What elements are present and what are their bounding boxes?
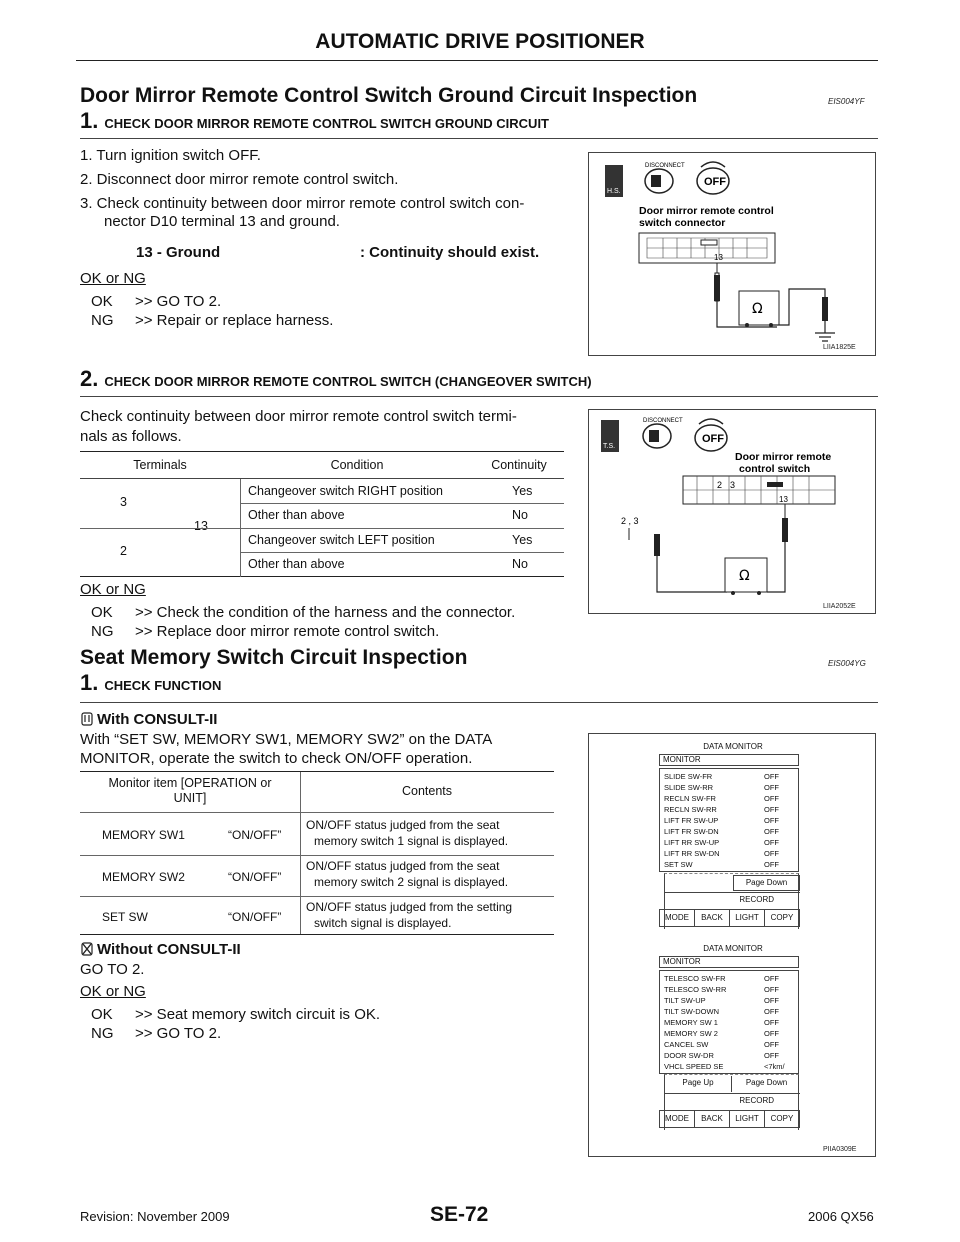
item-memory-sw1: MEMORY SW1 <box>102 828 185 842</box>
figure-changeover-switch <box>588 409 876 614</box>
footer-model: 2006 QX56 <box>808 1209 874 1224</box>
step-title: CHECK FUNCTION <box>104 678 222 693</box>
step3-text-2: MONITOR, operate the switch to check ON/OFF operation. <box>80 750 473 767</box>
step1-instruction-3b: nector D10 terminal 13 and ground. <box>104 213 340 230</box>
monitor-item-value: OFF <box>764 985 779 994</box>
item-set-sw: SET SW <box>102 910 148 924</box>
mode-button: MODE <box>660 910 695 926</box>
monitor-item-value: OFF <box>764 996 779 1005</box>
result-value: >> Seat memory switch circuit is OK. <box>135 1006 381 1023</box>
probe-positive <box>714 275 720 301</box>
result-ok <box>91 292 221 312</box>
probe-negative <box>822 297 828 321</box>
term-3: 3 <box>120 495 127 509</box>
monitor-item-value: OFF <box>764 1040 779 1049</box>
svg-text:3: 3 <box>730 480 736 490</box>
monitor-row <box>664 973 798 984</box>
step-number: 1. <box>80 108 99 133</box>
goto-2: GO TO 2. <box>80 961 145 978</box>
monitor-item-name: CANCEL SW <box>664 1040 709 1049</box>
monitor-item-name: SLIDE SW-RR <box>664 783 714 792</box>
mode-bar-1 <box>659 909 800 927</box>
monitor-item-table <box>80 771 554 935</box>
svg-text:Door mirror remote control: Door mirror remote control <box>639 205 774 217</box>
step-number: 1. <box>80 670 99 695</box>
figure-ground-circuit <box>588 152 876 356</box>
result-value: >> Check the condition of the harness and the connector. <box>135 604 516 621</box>
step-number: 2. <box>80 366 99 391</box>
svg-text:13: 13 <box>779 495 788 504</box>
changeover-switch-diagram <box>589 410 875 613</box>
monitor-header-1: MONITOR <box>659 754 799 766</box>
with-consult-label: With CONSULT-II <box>97 711 218 728</box>
spec-terminal: 13 - Ground <box>136 244 221 261</box>
monitor-item-name: VHCL SPEED SE <box>664 1062 724 1071</box>
monitor-item-value: OFF <box>764 772 779 781</box>
record-button: RECORD <box>665 892 800 908</box>
svg-text:13: 13 <box>714 253 723 262</box>
monitor-row <box>664 837 798 848</box>
without-consult-line <box>80 941 241 960</box>
val-memory-sw1: “ON/OFF” <box>228 828 282 842</box>
result-ng <box>91 311 333 331</box>
result-value: >> Repair or replace harness. <box>135 312 334 329</box>
monitor-item-value: OFF <box>764 1051 779 1060</box>
monitor-screen-2 <box>659 970 799 1074</box>
result-ng <box>91 1024 221 1044</box>
section-title-seat-memory: Seat Memory Switch Circuit Inspection <box>80 646 468 669</box>
table-body <box>80 479 564 577</box>
mode-button: MODE <box>660 1111 695 1127</box>
record-button: RECORD <box>665 1093 800 1109</box>
cond-row-3: Changeover switch LEFT position <box>248 533 435 547</box>
monitor-row <box>664 984 798 995</box>
svg-text:T.S.: T.S. <box>603 443 616 450</box>
monitor-item-name: SLIDE SW-FR <box>664 772 713 781</box>
content-1b: memory switch 1 signal is displayed. <box>314 834 509 848</box>
mode-bar-2 <box>659 1110 800 1128</box>
probe-13 <box>782 518 788 542</box>
monitor-item-value: OFF <box>764 838 779 847</box>
th-contents: Contents <box>401 784 453 798</box>
content-3a: ON/OFF status judged from the setting <box>306 900 513 914</box>
monitor-item-value: OFF <box>764 783 779 792</box>
step1-instruction-2: 2. Disconnect door mirror remote control switch. <box>80 171 399 188</box>
step-heading-3 <box>80 670 221 696</box>
th-condition: Condition <box>330 458 384 472</box>
monitor-item-name: LIFT RR SW-DN <box>664 849 720 858</box>
step1-instruction-3: 3. Check continuity between door mirror remote control switch con- <box>80 195 525 212</box>
item-memory-sw2: MEMORY SW2 <box>102 870 185 884</box>
content-2a: ON/OFF status judged from the seat <box>306 859 500 873</box>
cond-row-2: Other than above <box>248 508 345 522</box>
monitor-item-value: OFF <box>764 860 779 869</box>
section-code: EIS004YF <box>828 97 865 106</box>
monitor-row <box>664 815 798 826</box>
monitor-item-name: MEMORY SW 2 <box>664 1029 718 1038</box>
monitor-screen-1 <box>659 768 799 872</box>
terminal-continuity-table <box>80 451 564 577</box>
svg-text:switch connector: switch connector <box>639 217 726 229</box>
monitor-row <box>664 1061 798 1072</box>
monitor-item-value: OFF <box>764 974 779 983</box>
step-heading-2 <box>80 366 592 392</box>
with-consult-line <box>80 711 217 730</box>
without-consult-label: Without CONSULT-II <box>97 941 241 958</box>
result-ok <box>91 1005 380 1025</box>
back-button: BACK <box>695 910 730 926</box>
cont-row-1: Yes <box>512 484 533 498</box>
step2-text-2: nals as follows. <box>80 428 182 445</box>
ignition-off-icon <box>695 419 727 451</box>
result-value: >> Replace door mirror remote control switch. <box>135 623 440 640</box>
svg-text:OFF: OFF <box>704 176 726 188</box>
page-down-button: Page Down <box>745 1078 788 1087</box>
svg-text:DISCONNECT: DISCONNECT <box>643 418 683 424</box>
figure-id: LIIA2052E <box>823 603 856 610</box>
result-value: >> GO TO 2. <box>135 1025 222 1042</box>
step2-text-1: Check continuity between door mirror remote control switch termi- <box>80 408 517 425</box>
monitor-item-name: SET SW <box>664 860 693 869</box>
monitor-item-name: TILT SW-DOWN <box>664 1007 719 1016</box>
cont-row-3: Yes <box>512 533 533 547</box>
step1-instruction-1: 1. Turn ignition switch OFF. <box>80 147 261 164</box>
no-consult-icon <box>80 942 94 960</box>
step-rule <box>80 138 878 139</box>
ok-or-ng-label: OK or NG <box>80 983 146 1000</box>
monitor-item-name: TELESCO SW-FR <box>664 974 726 983</box>
monitor-item-name: MEMORY SW 1 <box>664 1018 718 1027</box>
monitor-row <box>664 859 798 870</box>
step-heading-1 <box>80 108 549 134</box>
monitor-row <box>664 1050 798 1061</box>
ok-or-ng-label: OK or NG <box>80 581 146 598</box>
content-1a: ON/OFF status judged from the seat <box>306 818 500 832</box>
result-key: NG <box>91 1025 114 1042</box>
monitor-buttons-2 <box>664 1074 799 1130</box>
page-down-button: Page Down <box>733 875 800 891</box>
ignition-off-icon <box>697 162 729 194</box>
figure-data-monitor <box>588 733 876 1157</box>
content-3b: switch signal is displayed. <box>314 916 452 930</box>
monitor-item-value: OFF <box>764 1029 779 1038</box>
term-13: 13 <box>194 519 208 533</box>
section-title-mirror-ground: Door Mirror Remote Control Switch Ground Circuit Inspection <box>80 84 698 107</box>
svg-text:2: 2 <box>717 480 723 490</box>
page-up-button: Page Up <box>665 1076 732 1092</box>
monitor-row <box>664 995 798 1006</box>
cond-row-4: Other than above <box>248 557 345 571</box>
back-button: BACK <box>695 1111 730 1127</box>
cont-row-2: No <box>512 508 528 522</box>
monitor-row <box>664 1006 798 1017</box>
monitor-item-value: OFF <box>764 816 779 825</box>
monitor-row <box>664 1028 798 1039</box>
monitor-header-2: MONITOR <box>659 956 799 968</box>
monitor-item-name: TELESCO SW-RR <box>664 985 727 994</box>
monitor-buttons-1 <box>664 873 799 929</box>
result-key: OK <box>91 293 113 310</box>
figure-id: PIIA0309E <box>823 1146 857 1153</box>
svg-text:Ω: Ω <box>752 301 763 317</box>
data-monitor-title-1: DATA MONITOR <box>703 742 763 751</box>
step-rule <box>80 396 878 397</box>
result-ng <box>91 622 439 642</box>
consult-icon <box>80 712 94 730</box>
monitor-row <box>664 782 798 793</box>
svg-text:DISCONNECT: DISCONNECT <box>645 163 685 169</box>
monitor-item-value: OFF <box>764 827 779 836</box>
svg-text:control switch: control switch <box>739 463 811 475</box>
th-terminals: Terminals <box>133 458 187 472</box>
monitor-row <box>664 826 798 837</box>
monitor-row <box>664 1039 798 1050</box>
spec-result: : Continuity should exist. <box>360 244 540 261</box>
result-key: OK <box>91 604 113 621</box>
header-rule <box>76 60 878 61</box>
result-key: NG <box>91 623 114 640</box>
cond-row-1: Changeover switch RIGHT position <box>248 484 443 498</box>
term-2: 2 <box>120 544 127 558</box>
svg-text:Door mirror remote: Door mirror remote <box>735 451 832 463</box>
monitor-item-name: RECLN SW-RR <box>664 805 717 814</box>
monitor-item-name: TILT SW-UP <box>664 996 706 1005</box>
th-continuity: Continuity <box>491 458 547 472</box>
ok-or-ng-label: OK or NG <box>80 270 146 287</box>
monitor-row <box>664 804 798 815</box>
disconnect-icon <box>645 169 673 193</box>
copy-button: COPY <box>770 913 794 922</box>
connector-d10 <box>683 476 835 504</box>
monitor-item-name: LIFT RR SW-UP <box>664 838 720 847</box>
footer-revision: Revision: November 2009 <box>80 1209 230 1224</box>
data-monitor-title-2: DATA MONITOR <box>703 944 763 953</box>
monitor-row <box>664 771 798 782</box>
svg-text:Ω: Ω <box>739 568 750 584</box>
monitor-item-name: LIFT FR SW-UP <box>664 816 719 825</box>
monitor-item-value: OFF <box>764 794 779 803</box>
copy-button: COPY <box>770 1114 794 1123</box>
page-header-title: AUTOMATIC DRIVE POSITIONER <box>315 30 645 53</box>
content-2b: memory switch 2 signal is displayed. <box>314 875 509 889</box>
monitor-item-name: RECLN SW-FR <box>664 794 716 803</box>
probe-2-3 <box>654 534 660 556</box>
step-rule <box>80 702 878 703</box>
connector-d10 <box>639 233 775 263</box>
disconnect-icon <box>643 424 671 448</box>
step-title: CHECK DOOR MIRROR REMOTE CONTROL SWITCH (CHANGEOVER SWITCH) <box>104 374 592 389</box>
monitor-item-value: OFF <box>764 805 779 814</box>
result-key: OK <box>91 1006 113 1023</box>
step-title: CHECK DOOR MIRROR REMOTE CONTROL SWITCH GROUND CIRCUIT <box>104 116 549 131</box>
monitor-item-name: DOOR SW-DR <box>664 1051 714 1060</box>
monitor-item-value: <7km/ <box>764 1062 785 1071</box>
monitor-row <box>664 1017 798 1028</box>
footer-page-number: SE-72 <box>430 1203 489 1226</box>
monitor-item-value: OFF <box>764 1018 779 1027</box>
val-set-sw: “ON/OFF” <box>228 910 282 924</box>
figure-id: LIIA1825E <box>823 344 856 351</box>
result-ok <box>91 603 515 623</box>
monitor-item-value: OFF <box>764 849 779 858</box>
step3-text-1: With “SET SW, MEMORY SW1, MEMORY SW2” on the DATA <box>80 731 493 748</box>
result-value: >> GO TO 2. <box>135 293 222 310</box>
cont-row-4: No <box>512 557 528 571</box>
svg-text:2 , 3: 2 , 3 <box>621 516 639 526</box>
monitor-row <box>664 848 798 859</box>
monitor-item-name: LIFT FR SW-DN <box>664 827 719 836</box>
light-button: LIGHT <box>730 910 765 926</box>
ground-circuit-diagram <box>589 153 875 355</box>
svg-text:H.S.: H.S. <box>607 188 621 195</box>
light-button: LIGHT <box>730 1111 765 1127</box>
th-monitor-item: Monitor item [OPERATION or UNIT] <box>108 776 272 805</box>
section-code: EIS004YG <box>828 659 866 668</box>
ground-symbol <box>815 321 835 341</box>
svg-text:OFF: OFF <box>702 433 724 445</box>
monitor-row <box>664 793 798 804</box>
result-key: NG <box>91 312 114 329</box>
val-memory-sw2: “ON/OFF” <box>228 870 282 884</box>
monitor-item-value: OFF <box>764 1007 779 1016</box>
